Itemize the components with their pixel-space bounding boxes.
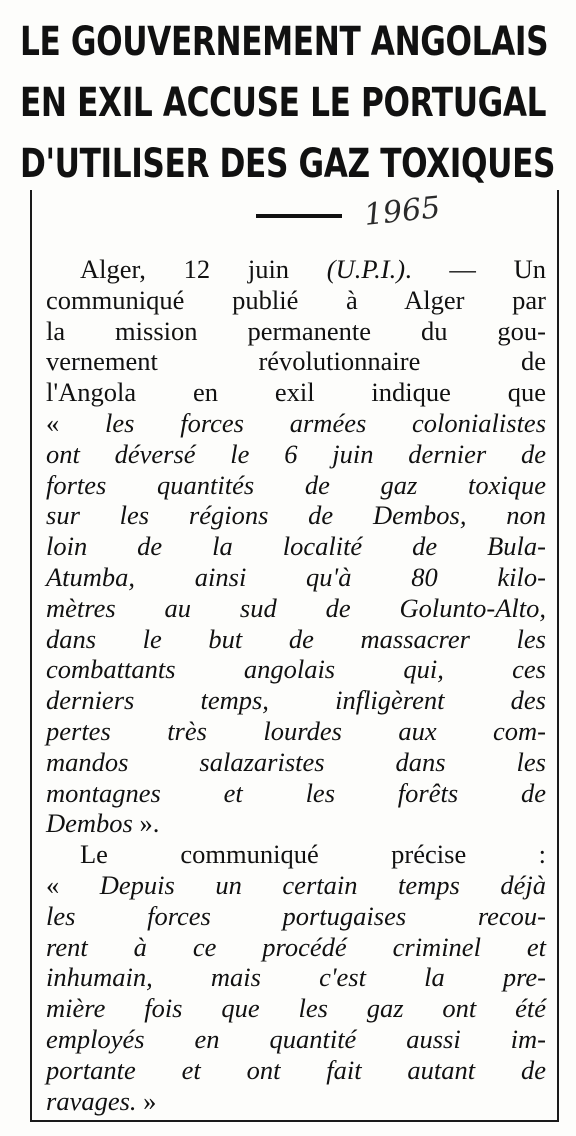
- article-line: [46, 624, 546, 655]
- article-text-run: vernement révolutionnaire de: [46, 346, 546, 377]
- article-text-run: »: [136, 1085, 157, 1116]
- article-text-run: derniers temps, infligèrent des: [46, 685, 546, 716]
- article-text-run: (U.P.I.): [326, 254, 406, 284]
- article-text-run: ».: [132, 808, 160, 839]
- article-line: [46, 1055, 546, 1086]
- article-line: [46, 1024, 546, 1055]
- article-text-run: «: [46, 407, 106, 438]
- frame-border-bottom: [30, 1120, 559, 1122]
- article-text-run: Alger, 12 juin: [80, 254, 327, 284]
- article-line: [46, 439, 546, 470]
- article-text-run: mière fois que les gaz ont été: [46, 993, 546, 1024]
- article-text-run: montagnes et les forêts de: [46, 777, 546, 808]
- article-text-run: les forces armées colonialistes: [105, 407, 547, 438]
- handwritten-year-note: 1965: [362, 190, 442, 233]
- frame-border-right: [557, 190, 559, 1122]
- article-text-run: communiqué publié à Alger par: [46, 284, 546, 315]
- article-body: [46, 254, 546, 1116]
- article-text-run: Atumba, ainsi qu'à 80 kilo-: [46, 561, 546, 592]
- article-text-run: portante et ont fait autant de: [46, 1054, 546, 1085]
- article-text-run: Dembos: [46, 808, 133, 839]
- article-line: [46, 654, 546, 685]
- article-line: [46, 716, 546, 747]
- article-text-run: mètres au sud de Golunto-Alto,: [46, 592, 546, 623]
- article-text-run: ont déversé le 6 juin dernier de: [46, 438, 546, 469]
- article-text-run: inhumain, mais c'est la pre-: [46, 962, 546, 993]
- article-text-run: ravages.: [46, 1085, 137, 1116]
- article-text-run: dans le but de massacrer les: [46, 623, 546, 654]
- article-line: [46, 778, 546, 809]
- article-line: [46, 932, 546, 963]
- article-text-run: rent à ce procédé criminel et: [46, 931, 546, 962]
- article-line: [46, 747, 546, 778]
- article-line: [46, 500, 546, 531]
- headline: [20, 12, 556, 195]
- article-line: [46, 962, 546, 993]
- article-line: [46, 254, 546, 285]
- article-text-run: loin de la localité de Bula-: [46, 531, 546, 562]
- article-text-run: les forces portugaises recou-: [46, 900, 546, 931]
- article-line: [46, 839, 546, 870]
- article-text-run: combattants angolais qui, ces: [46, 654, 546, 685]
- headline-line: EN EXIL ACCUSE LE PORTUGAL: [20, 80, 547, 126]
- article-line: [46, 901, 546, 932]
- frame-border-left: [30, 190, 32, 1122]
- article-text-run: fortes quantités de gaz toxique: [46, 469, 546, 500]
- article-line: [46, 377, 546, 408]
- headline-line: LE GOUVERNEMENT ANGOLAIS: [20, 19, 549, 65]
- article-text-run: pertes très lourdes aux com-: [46, 715, 546, 746]
- article-line: [46, 408, 546, 439]
- article-text-run: Le communiqué précise :: [80, 839, 546, 870]
- article-line: [46, 1086, 546, 1117]
- article-line: [46, 870, 546, 901]
- article-text-run: la mission permanente du gou-: [46, 315, 546, 346]
- article-text-run: «: [46, 869, 100, 900]
- article-text-run: l'Angola en exil indique que: [46, 377, 546, 408]
- article-text-run: . — Un: [405, 254, 546, 284]
- headline-line: D'UTILISER DES GAZ TOXIQUES: [20, 141, 556, 187]
- article-text-run: employés en quantité aussi im-: [46, 1023, 546, 1054]
- article-line: [46, 993, 546, 1024]
- article-line: [46, 685, 546, 716]
- article-line: [46, 470, 546, 501]
- separator-rule: [256, 214, 342, 218]
- article-line: [46, 531, 546, 562]
- article-line: [46, 316, 546, 347]
- article-line: [46, 562, 546, 593]
- article-text-run: mandos salazaristes dans les: [46, 746, 546, 777]
- article-text-run: sur les régions de Dembos, non: [46, 500, 546, 531]
- article-line: [46, 593, 546, 624]
- article-line: [46, 285, 546, 316]
- article-line: [46, 346, 546, 377]
- article-text-run: Depuis un certain temps déjà: [99, 869, 546, 900]
- article-line: [46, 808, 546, 839]
